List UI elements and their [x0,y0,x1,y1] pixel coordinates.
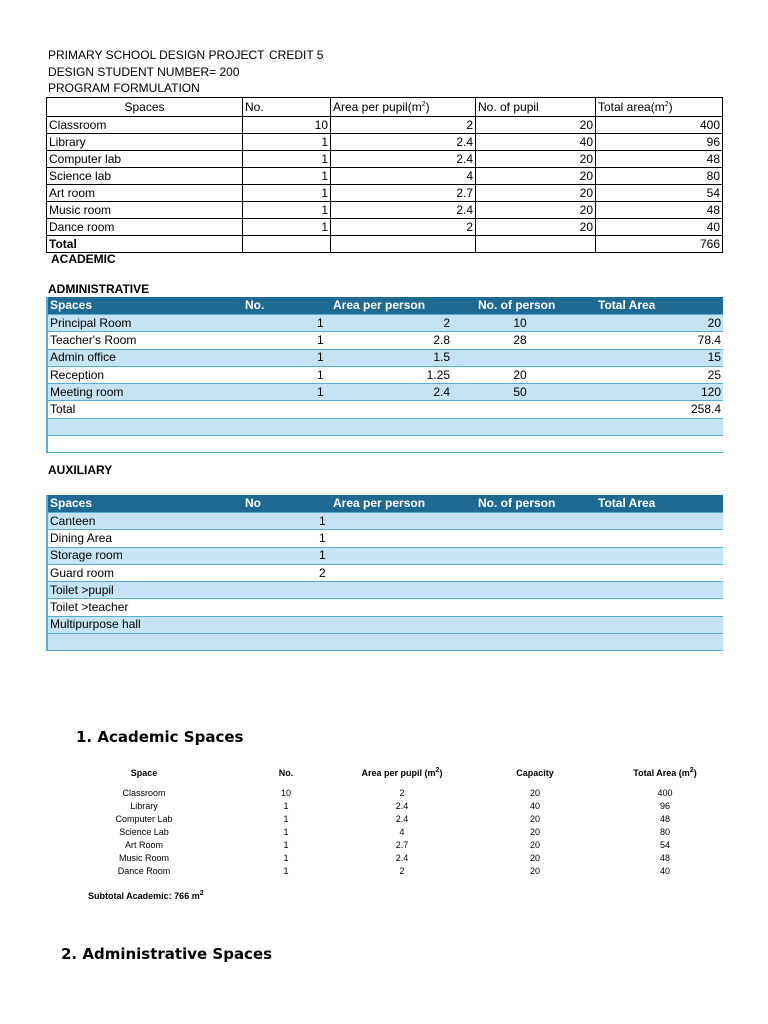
empty-row [47,436,723,453]
table-row [47,349,723,366]
cell-empty [331,401,476,418]
cell-value: 20 [529,788,540,798]
space-name: Music room [47,202,243,219]
space-name: Guard room [47,564,243,581]
cell-value: 1 [331,530,476,547]
cell-value: 20 [529,814,540,824]
column-header-capacity: Capacity [516,768,554,778]
column-header-no: No. [278,768,294,778]
cell-empty [47,634,243,651]
cell-value: 1.5 [331,349,476,366]
table-row [47,384,723,401]
cell-value: 2.8 [331,332,476,349]
column-header: No. of person [476,495,596,513]
table-row [47,202,723,219]
program-formulation: PROGRAM FORMULATION [48,81,200,95]
space-name: Dining Area [47,530,243,547]
cell-value: 20 [529,866,540,876]
cell-empty [243,564,331,581]
column-header: Area per person [331,495,476,513]
cell-value: 2.4 [395,853,409,863]
cell-value: 1.25 [331,366,476,383]
space-name: Science Lab [119,827,169,837]
space-name: Storage room [47,547,243,564]
administrative-spaces-heading: 2. Administrative Spaces [61,945,273,963]
cell-value [331,582,476,599]
space-name: Library [130,801,158,811]
table-row [47,134,723,151]
cell-value: 1 [243,349,331,366]
cell-value: 20 [529,840,540,850]
table-row [47,564,723,581]
cell-value: 40 [529,801,540,811]
summary-header-row [60,767,720,787]
cell-value: 4 [331,168,476,185]
cell-value: 10 [243,117,331,134]
total-row [47,236,723,253]
cell-empty [243,616,331,633]
cell-empty [476,530,596,547]
total-row [47,401,723,418]
cell-empty [243,547,331,564]
cell-empty [331,236,476,253]
total-value: 766 [596,236,723,253]
cell-empty [243,436,331,453]
space-name: Meeting room [47,384,243,401]
cell-empty [596,530,723,547]
cell-empty [243,513,331,530]
table-row [60,826,720,839]
cell-empty [243,418,331,435]
cell-value: 20 [529,827,540,837]
auxiliary-table [46,495,723,651]
cell-value: 1 [243,134,331,151]
space-name: Art Room [124,840,163,850]
cell-empty [47,418,243,435]
cell-empty [331,634,476,651]
cell-value: 2 [331,219,476,236]
cell-empty [596,436,723,453]
cell-value: 1 [243,151,331,168]
table-row [47,366,723,383]
cell-value: 2 [331,564,476,581]
cell-empty [596,513,723,530]
cell-value: 1 [243,315,331,332]
academic-table [46,97,723,253]
table-row [47,219,723,236]
cell-value: 1 [243,332,331,349]
table-row [47,168,723,185]
cell-empty [476,418,596,435]
cell-value: 2.4 [331,384,476,401]
table-row [47,332,723,349]
cell-value: 1 [243,202,331,219]
cell-value: 1 [283,840,289,850]
cell-empty [243,599,331,616]
column-header: Total Area [596,297,723,315]
cell-value: 40 [659,866,670,876]
space-name: Classroom [122,788,166,798]
cell-empty [243,401,331,418]
cell-value [331,616,476,633]
table-row [60,839,720,852]
space-name: Toilet >pupil [47,582,243,599]
table-row [60,813,720,826]
empty-row [47,634,723,651]
table-row [47,547,723,564]
column-header: No. [243,297,331,315]
cell-empty [243,236,331,253]
cell-value: 1 [283,827,289,837]
cell-value: 1 [283,801,289,811]
column-header-total-area: Total $area(m^2)$ [596,98,723,117]
cell-empty [596,599,723,616]
cell-value: 10 [476,315,596,332]
cell-empty [476,513,596,530]
table-row [47,117,723,134]
column-header-area-per-pupil: Area per $pupil(m^2)$ [331,98,476,117]
cell-empty [476,236,596,253]
space-name: Dance room [47,219,243,236]
credit-label: CREDIT 5 [269,48,324,62]
column-header: Spaces [47,297,243,315]
cell-value: 1 [243,219,331,236]
space-name: Canteen [47,513,243,530]
space-name: Principal Room [47,315,243,332]
cell-value: 1 [243,384,331,401]
table-row [60,800,720,813]
cell-value: 1 [243,185,331,202]
cell-value: 54 [596,185,723,202]
cell-empty [47,436,243,453]
cell-empty [476,616,596,633]
cell-value: 120 [596,384,723,401]
cell-value: 2.7 [331,185,476,202]
cell-empty [243,530,331,547]
cell-value: 2.4 [395,801,409,811]
cell-value: 78.4 [596,332,723,349]
cell-value: 4 [399,827,405,837]
cell-value: 400 [657,788,673,798]
column-header: Total Area [596,495,723,513]
cell-value [476,349,596,366]
cell-value: 2.4 [395,814,409,824]
column-header-no-of-pupil: No. of pupil [476,98,596,117]
cell-value: 20 [476,219,596,236]
cell-empty [243,634,331,651]
cell-value: 400 [596,117,723,134]
auxiliary-label: AUXILIARY [48,463,113,477]
table-row [60,865,720,878]
column-header-space: Space [130,768,158,778]
total-value: 258.4 [596,401,723,418]
doc-title: PRIMARY SCHOOL DESIGN PROJECT [48,48,265,62]
space-name: Science lab [47,168,243,185]
cell-value: 20 [529,853,540,863]
empty-row [47,418,723,435]
cell-empty [476,436,596,453]
cell-value: 48 [659,853,670,863]
table-row [47,513,723,530]
cell-value: 20 [476,185,596,202]
cell-value: 1 [283,814,289,824]
cell-empty [476,634,596,651]
cell-value: 96 [659,801,670,811]
space-name: Computer lab [47,151,243,168]
table-row [60,787,720,800]
cell-value: 1 [243,168,331,185]
cell-value: 20 [596,315,723,332]
cell-empty [476,401,596,418]
cell-empty [476,564,596,581]
cell-value: 15 [596,349,723,366]
cell-empty [476,599,596,616]
column-header-spaces: Spaces [47,98,243,117]
space-name: Reception [47,366,243,383]
column-header: Spaces [47,495,243,513]
cell-value: 20 [476,366,596,383]
table-row [60,852,720,865]
column-header: No. of person [476,297,596,315]
space-name: Library [47,134,243,151]
column-header-no: No. [243,98,331,117]
total-label: Total [47,236,243,253]
cell-value: 2.4 [331,134,476,151]
space-name: Art room [47,185,243,202]
auxiliary-header-row [47,495,723,513]
cell-empty [596,634,723,651]
administrative-label: ADMINISTRATIVE [48,282,150,296]
cell-value: 48 [596,151,723,168]
cell-value: 40 [476,134,596,151]
cell-value: 50 [476,384,596,401]
cell-value: 54 [659,840,670,850]
cell-empty [331,418,476,435]
cell-value: 96 [596,134,723,151]
administrative-header-row [47,297,723,315]
cell-value: 2 [399,788,405,798]
column-header: No [243,495,331,513]
cell-empty [596,582,723,599]
cell-value: 40 [596,219,723,236]
space-name: Multipurpose hall [47,616,243,633]
table-row [47,185,723,202]
space-name: Computer Lab [115,814,173,824]
space-name: Music Room [118,853,169,863]
space-name: Classroom [47,117,243,134]
cell-value: 1 [331,547,476,564]
table-row [47,599,723,616]
cell-value: 2 [331,117,476,134]
cell-value: 1 [331,513,476,530]
cell-value: 20 [476,168,596,185]
cell-value: 80 [596,168,723,185]
cell-value: 2 [399,866,405,876]
cell-empty [596,547,723,564]
cell-empty [596,564,723,581]
cell-value: 80 [659,827,670,837]
space-name: Dance Room [117,866,171,876]
table-row [47,530,723,547]
cell-value: 2.7 [395,840,409,850]
cell-value [331,599,476,616]
academic-spaces-heading: 1. Academic Spaces [76,728,244,746]
student-number: DESIGN STUDENT NUMBER= 200 [48,65,240,79]
cell-empty [243,582,331,599]
total-label: Total [47,401,243,418]
cell-value: 48 [596,202,723,219]
space-name: Admin office [47,349,243,366]
academic-label: ACADEMIC [51,252,116,266]
cell-empty [596,418,723,435]
table-row [47,582,723,599]
cell-value: 20 [476,202,596,219]
cell-empty [476,547,596,564]
table-row [47,616,723,633]
cell-value: 28 [476,332,596,349]
administrative-table [46,297,723,453]
subtotal-academic: Subtotal Academic: 766 $m^2$ [88,890,204,901]
column-header: Area per person [331,297,476,315]
cell-value: 2 [331,315,476,332]
cell-value: 2.4 [331,151,476,168]
cell-value: 2.4 [331,202,476,219]
cell-value: 1 [283,853,289,863]
cell-empty [596,616,723,633]
cell-value: 48 [659,814,670,824]
cell-value: 25 [596,366,723,383]
cell-value: 20 [476,117,596,134]
cell-value: 1 [283,866,289,876]
table-row [47,315,723,332]
academic-header-row [47,98,723,117]
table-row [47,151,723,168]
cell-value: 10 [280,788,291,798]
cell-empty [476,582,596,599]
space-name: Toilet >teacher [47,599,243,616]
space-name: Teacher's Room [47,332,243,349]
column-header-total-area: Total Area $(m^2)$ [633,767,697,778]
cell-value: 1 [243,366,331,383]
column-header-area-per-pupil: Area per pupil $(m^2)$ [361,767,443,778]
cell-value: 20 [476,151,596,168]
academic-summary-table [60,767,720,878]
cell-empty [331,436,476,453]
